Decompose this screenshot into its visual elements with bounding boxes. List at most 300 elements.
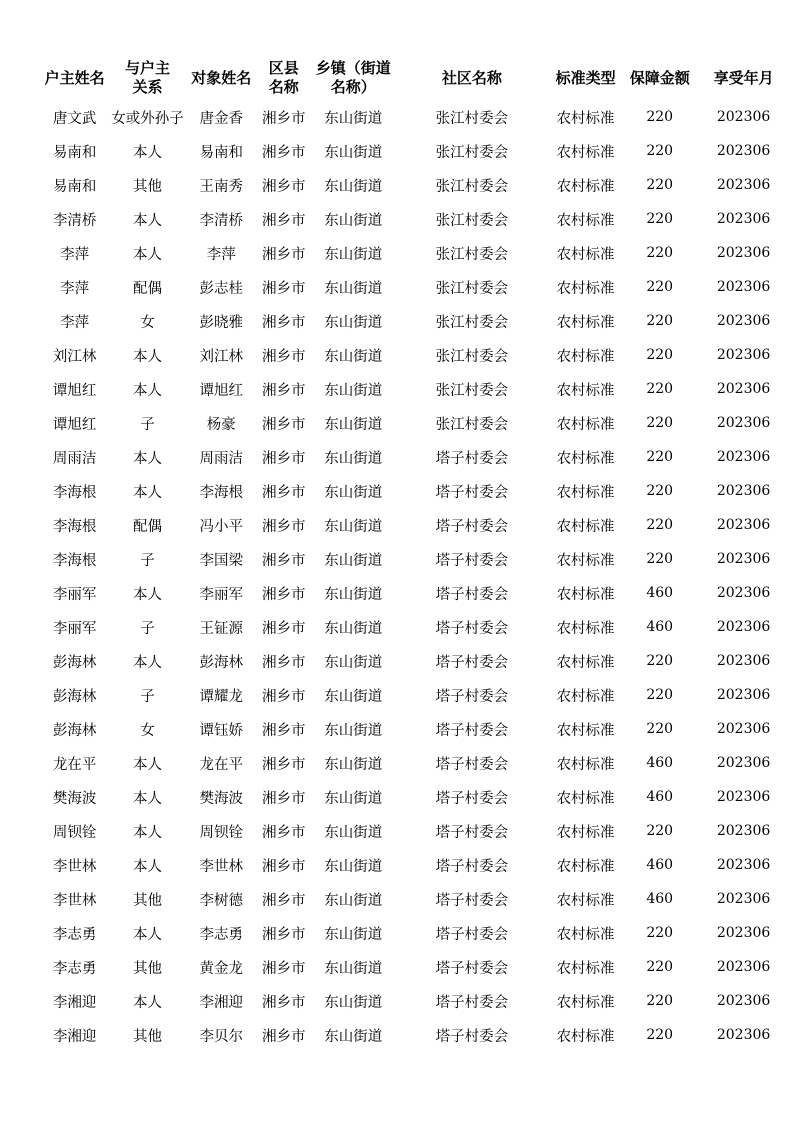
relation-cell: 子: [140, 416, 155, 433]
community-cell: 塔子村委会: [435, 688, 509, 705]
period-cell: 202306: [716, 959, 771, 975]
household-head-cell: 李海根: [52, 518, 97, 535]
household-head-cell: 谭旭红: [52, 382, 97, 399]
standard-type-cell: 农村标准: [556, 994, 615, 1011]
beneficiary-name-header: [184, 56, 259, 100]
township-cell: 东山街道: [324, 144, 383, 161]
standard-type-cell: 农村标准: [556, 212, 615, 229]
community-cell: 塔子村委会: [435, 790, 509, 807]
table-row: [38, 508, 793, 542]
township-cell: 东山街道: [324, 518, 383, 535]
standard-type-cell: 农村标准: [556, 348, 615, 365]
township-cell: 东山街道: [324, 178, 383, 195]
community-cell: 塔子村委会: [435, 858, 509, 875]
household-head-cell: 易南和: [52, 178, 97, 195]
table-row: [38, 134, 793, 168]
table-body: [38, 100, 793, 1052]
table-row: [38, 202, 793, 236]
county-cell: 湘乡市: [262, 654, 306, 671]
community-cell: 塔子村委会: [435, 518, 509, 535]
household-head-cell: 彭海林: [52, 688, 97, 705]
household-head-cell: 李丽军: [52, 620, 97, 637]
table-row: [38, 576, 793, 610]
township-cell: 东山街道: [324, 110, 383, 127]
township-cell: 东山街道: [324, 960, 383, 977]
header-line: 与户主: [124, 59, 170, 77]
relation-cell: 本人: [132, 586, 162, 603]
table-row: [38, 338, 793, 372]
standard-type-cell: 农村标准: [556, 926, 615, 943]
amount-cell: 220: [646, 687, 674, 703]
standard-type-cell: 农村标准: [556, 552, 615, 569]
standard-type-cell: 农村标准: [556, 960, 615, 977]
household-head-cell: 李丽军: [52, 586, 97, 603]
table-row: [38, 882, 793, 916]
relation-cell: 本人: [132, 144, 162, 161]
standard-type-cell: 农村标准: [556, 824, 615, 841]
county-cell: 湘乡市: [262, 1028, 306, 1045]
community-cell: 张江村委会: [435, 212, 509, 229]
township-cell: 东山街道: [324, 892, 383, 909]
amount-cell: 460: [646, 857, 674, 873]
period-cell: 202306: [716, 823, 771, 839]
amount-header: [625, 56, 694, 100]
amount-cell: 220: [646, 109, 674, 125]
beneficiary-name-cell: 王南秀: [199, 178, 244, 195]
county-cell: 湘乡市: [262, 892, 306, 909]
table-row: [38, 406, 793, 440]
standard-type-cell: 农村标准: [556, 314, 615, 331]
relation-cell: 本人: [132, 348, 162, 365]
period-cell: 202306: [716, 483, 771, 499]
relation-cell: 本人: [132, 382, 162, 399]
relation-cell: 本人: [132, 994, 162, 1011]
beneficiary-name-cell: 周钡铨: [199, 824, 244, 841]
period-cell: 202306: [716, 1027, 771, 1043]
period-cell: 202306: [716, 245, 771, 261]
amount-cell: 220: [646, 925, 674, 941]
table-row: [38, 168, 793, 202]
relation-cell: 其他: [132, 960, 162, 977]
community-cell: 塔子村委会: [435, 756, 509, 773]
beneficiary-name-cell: 李树德: [199, 892, 244, 909]
county-cell: 湘乡市: [262, 926, 306, 943]
period-cell: 202306: [716, 891, 771, 907]
period-cell: 202306: [716, 313, 771, 329]
relation-cell: 子: [140, 552, 155, 569]
community-cell: 张江村委会: [435, 314, 509, 331]
township-cell: 东山街道: [324, 552, 383, 569]
community-cell: 塔子村委会: [435, 824, 509, 841]
community-cell: 塔子村委会: [435, 620, 509, 637]
relation-cell: 本人: [132, 926, 162, 943]
beneficiary-name-cell: 彭晓雅: [199, 314, 244, 331]
relation-cell: 女: [140, 314, 155, 331]
relation-cell: 本人: [132, 858, 162, 875]
household-head-cell: 李湘迎: [52, 994, 97, 1011]
relation-cell: 其他: [132, 1028, 162, 1045]
township-cell: 东山街道: [324, 280, 383, 297]
county-cell: 湘乡市: [262, 722, 306, 739]
standard-type-cell: 农村标准: [556, 688, 615, 705]
amount-cell: 220: [646, 143, 674, 159]
county-cell: 湘乡市: [262, 450, 306, 467]
community-header: [398, 56, 546, 100]
beneficiary-name-cell: 周雨洁: [199, 450, 244, 467]
township-cell: 东山街道: [324, 722, 383, 739]
table-row: [38, 440, 793, 474]
beneficiary-name-cell: 李贝尔: [199, 1028, 244, 1045]
standard-type-cell: 农村标准: [556, 280, 615, 297]
household-head-cell: 樊海波: [52, 790, 97, 807]
amount-cell: 460: [646, 755, 674, 771]
county-cell: 湘乡市: [262, 586, 306, 603]
household-head-cell: 周钡铨: [52, 824, 97, 841]
beneficiary-name-cell: 李志勇: [199, 926, 244, 943]
period-cell: 202306: [716, 687, 771, 703]
period-cell: 202306: [716, 143, 771, 159]
relation-cell: 本人: [132, 450, 162, 467]
standard-type-cell: 农村标准: [556, 110, 615, 127]
community-cell: 张江村委会: [435, 416, 509, 433]
household-head-cell: 李海根: [52, 552, 97, 569]
relation-cell: 其他: [132, 892, 162, 909]
standard-type-cell: 农村标准: [556, 586, 615, 603]
household-head-cell: 谭旭红: [52, 416, 97, 433]
beneficiary-name-cell: 彭海林: [199, 654, 244, 671]
table-row: [38, 236, 793, 270]
township-cell: 东山街道: [324, 450, 383, 467]
amount-cell: 220: [646, 245, 674, 261]
community-cell: 张江村委会: [435, 246, 509, 263]
community-cell: 张江村委会: [435, 178, 509, 195]
amount-cell: 220: [646, 1027, 674, 1043]
amount-cell: 220: [646, 415, 674, 431]
header-line: 保障金额: [629, 68, 690, 87]
township-cell: 东山街道: [324, 212, 383, 229]
household-head-cell: 刘江林: [52, 348, 97, 365]
county-cell: 湘乡市: [262, 110, 306, 127]
township-cell: 东山街道: [324, 620, 383, 637]
amount-cell: 460: [646, 789, 674, 805]
period-cell: 202306: [716, 551, 771, 567]
township-cell: 东山街道: [324, 484, 383, 501]
beneficiary-name-cell: 易南和: [199, 144, 244, 161]
standard-type-cell: 农村标准: [556, 620, 615, 637]
beneficiary-name-cell: 李世林: [199, 858, 244, 875]
county-cell: 湘乡市: [262, 280, 306, 297]
relation-cell: 本人: [132, 654, 162, 671]
community-cell: 张江村委会: [435, 382, 509, 399]
beneficiary-name-cell: 李丽军: [199, 586, 244, 603]
period-cell: 202306: [716, 211, 771, 227]
household-head-cell: 李世林: [52, 892, 97, 909]
township-cell: 东山街道: [324, 824, 383, 841]
county-cell: 湘乡市: [262, 416, 306, 433]
standard-type-cell: 农村标准: [556, 246, 615, 263]
county-cell: 湘乡市: [262, 314, 306, 331]
standard-type-cell: 农村标准: [556, 450, 615, 467]
amount-cell: 220: [646, 993, 674, 1009]
household-head-cell: 彭海林: [52, 654, 97, 671]
table-row: [38, 984, 793, 1018]
household-head-cell: 李萍: [60, 280, 90, 297]
community-cell: 塔子村委会: [435, 960, 509, 977]
beneficiary-name-cell: 龙在平: [199, 756, 244, 773]
county-cell: 湘乡市: [262, 552, 306, 569]
header-line: 区县: [268, 59, 299, 77]
beneficiary-name-cell: 李国梁: [199, 552, 244, 569]
relation-cell: 女或外孙子: [111, 110, 184, 127]
household-head-cell: 李湘迎: [52, 1028, 97, 1045]
amount-cell: 220: [646, 823, 674, 839]
county-cell: 湘乡市: [262, 348, 306, 365]
relation-cell: 女: [140, 722, 155, 739]
relation-cell: 本人: [132, 246, 162, 263]
standard-type-header: [546, 56, 625, 100]
standard-type-cell: 农村标准: [556, 892, 615, 909]
household-head-cell: 易南和: [52, 144, 97, 161]
table-row: [38, 746, 793, 780]
household-head-cell: 李清桥: [52, 212, 97, 229]
table-row: [38, 304, 793, 338]
period-cell: 202306: [716, 415, 771, 431]
county-cell: 湘乡市: [262, 484, 306, 501]
period-cell: 202306: [716, 925, 771, 941]
beneficiary-name-cell: 杨豪: [206, 416, 236, 433]
county-cell: 湘乡市: [262, 790, 306, 807]
relation-cell: 本人: [132, 824, 162, 841]
table-row: [38, 270, 793, 304]
township-cell: 东山街道: [324, 382, 383, 399]
amount-cell: 220: [646, 381, 674, 397]
period-cell: 202306: [716, 347, 771, 363]
county-cell: 湘乡市: [262, 994, 306, 1011]
period-cell: 202306: [716, 619, 771, 635]
county-cell: 湘乡市: [262, 688, 306, 705]
relation-cell: 本人: [132, 212, 162, 229]
household-head-cell: 李萍: [60, 246, 90, 263]
county-cell: 湘乡市: [262, 960, 306, 977]
township-cell: 东山街道: [324, 790, 383, 807]
relation-cell: 子: [140, 620, 155, 637]
period-header: [694, 56, 793, 100]
table-row: [38, 678, 793, 712]
township-cell: 东山街道: [324, 654, 383, 671]
table-row: [38, 474, 793, 508]
beneficiary-name-cell: 谭钰娇: [199, 722, 244, 739]
township-header: [309, 56, 398, 100]
beneficiary-name-cell: 李湘迎: [199, 994, 244, 1011]
table-row: [38, 814, 793, 848]
household-head-header: [38, 56, 111, 100]
amount-cell: 220: [646, 279, 674, 295]
standard-type-cell: 农村标准: [556, 1028, 615, 1045]
standard-type-cell: 农村标准: [556, 858, 615, 875]
assistance-table: [38, 56, 793, 1052]
relation-cell: 本人: [132, 790, 162, 807]
relation-cell: 本人: [132, 756, 162, 773]
table-header: [38, 56, 793, 100]
header-line: 社区名称: [441, 68, 502, 87]
amount-cell: 220: [646, 551, 674, 567]
community-cell: 塔子村委会: [435, 926, 509, 943]
amount-cell: 220: [646, 211, 674, 227]
township-cell: 东山街道: [324, 246, 383, 263]
county-cell: 湘乡市: [262, 144, 306, 161]
period-cell: 202306: [716, 755, 771, 771]
table-row: [38, 372, 793, 406]
header-line: 名称: [268, 78, 299, 96]
amount-cell: 460: [646, 619, 674, 635]
county-header: [259, 56, 309, 100]
period-cell: 202306: [716, 789, 771, 805]
table-row: [38, 916, 793, 950]
community-cell: 张江村委会: [435, 110, 509, 127]
relation-cell: 配偶: [132, 518, 162, 535]
period-cell: 202306: [716, 585, 771, 601]
table-row: [38, 542, 793, 576]
period-cell: 202306: [716, 653, 771, 669]
header-line: 关系: [132, 78, 163, 96]
beneficiary-name-cell: 谭旭红: [199, 382, 244, 399]
household-head-cell: 彭海林: [52, 722, 97, 739]
standard-type-cell: 农村标准: [556, 790, 615, 807]
table-row: [38, 848, 793, 882]
county-cell: 湘乡市: [262, 518, 306, 535]
beneficiary-name-cell: 李海根: [199, 484, 244, 501]
beneficiary-name-cell: 彭志桂: [199, 280, 244, 297]
township-cell: 东山街道: [324, 858, 383, 875]
township-cell: 东山街道: [324, 314, 383, 331]
beneficiary-name-cell: 谭耀龙: [199, 688, 244, 705]
beneficiary-name-cell: 唐金香: [199, 110, 244, 127]
amount-cell: 460: [646, 891, 674, 907]
amount-cell: 220: [646, 721, 674, 737]
amount-cell: 460: [646, 585, 674, 601]
header-line: 户主姓名: [44, 68, 105, 87]
county-cell: 湘乡市: [262, 212, 306, 229]
county-cell: 湘乡市: [262, 246, 306, 263]
beneficiary-name-cell: 李清桥: [199, 212, 244, 229]
beneficiary-name-cell: 樊海波: [199, 790, 244, 807]
township-cell: 东山街道: [324, 586, 383, 603]
header-line: 标准类型: [555, 68, 616, 87]
standard-type-cell: 农村标准: [556, 178, 615, 195]
county-cell: 湘乡市: [262, 824, 306, 841]
period-cell: 202306: [716, 721, 771, 737]
relation-header: [111, 56, 184, 100]
header-line: 乡镇（街道: [315, 59, 391, 77]
table-row: [38, 644, 793, 678]
amount-cell: 220: [646, 449, 674, 465]
relation-cell: 其他: [132, 178, 162, 195]
period-cell: 202306: [716, 517, 771, 533]
standard-type-cell: 农村标准: [556, 654, 615, 671]
household-head-cell: 李萍: [60, 314, 90, 331]
household-head-cell: 李世林: [52, 858, 97, 875]
community-cell: 塔子村委会: [435, 722, 509, 739]
household-head-cell: 唐文武: [52, 110, 97, 127]
relation-cell: 子: [140, 688, 155, 705]
township-cell: 东山街道: [324, 688, 383, 705]
period-cell: 202306: [716, 177, 771, 193]
amount-cell: 220: [646, 177, 674, 193]
amount-cell: 220: [646, 517, 674, 533]
table-row: [38, 100, 793, 134]
table-row: [38, 1018, 793, 1052]
standard-type-cell: 农村标准: [556, 416, 615, 433]
county-cell: 湘乡市: [262, 756, 306, 773]
amount-cell: 220: [646, 347, 674, 363]
township-cell: 东山街道: [324, 416, 383, 433]
standard-type-cell: 农村标准: [556, 722, 615, 739]
beneficiary-name-cell: 冯小平: [199, 518, 244, 535]
standard-type-cell: 农村标准: [556, 484, 615, 501]
header-line: 对象姓名: [191, 68, 252, 87]
beneficiary-name-cell: 黄金龙: [199, 960, 244, 977]
household-head-cell: 李志勇: [52, 926, 97, 943]
table-row: [38, 780, 793, 814]
household-head-cell: 李海根: [52, 484, 97, 501]
header-row: [38, 56, 793, 100]
period-cell: 202306: [716, 109, 771, 125]
header-line: 享受年月: [713, 68, 774, 87]
period-cell: 202306: [716, 857, 771, 873]
county-cell: 湘乡市: [262, 620, 306, 637]
township-cell: 东山街道: [324, 926, 383, 943]
community-cell: 塔子村委会: [435, 1028, 509, 1045]
county-cell: 湘乡市: [262, 858, 306, 875]
period-cell: 202306: [716, 449, 771, 465]
township-cell: 东山街道: [324, 1028, 383, 1045]
beneficiary-name-cell: 李萍: [206, 246, 236, 263]
standard-type-cell: 农村标准: [556, 518, 615, 535]
table-row: [38, 610, 793, 644]
amount-cell: 220: [646, 959, 674, 975]
township-cell: 东山街道: [324, 348, 383, 365]
beneficiary-name-cell: 刘江林: [199, 348, 244, 365]
period-cell: 202306: [716, 993, 771, 1009]
community-cell: 塔子村委会: [435, 892, 509, 909]
county-cell: 湘乡市: [262, 178, 306, 195]
household-head-cell: 周雨洁: [52, 450, 97, 467]
table-row: [38, 950, 793, 984]
township-cell: 东山街道: [324, 756, 383, 773]
community-cell: 张江村委会: [435, 280, 509, 297]
table-row: [38, 712, 793, 746]
period-cell: 202306: [716, 279, 771, 295]
standard-type-cell: 农村标准: [556, 144, 615, 161]
relation-cell: 本人: [132, 484, 162, 501]
amount-cell: 220: [646, 653, 674, 669]
community-cell: 塔子村委会: [435, 994, 509, 1011]
amount-cell: 220: [646, 483, 674, 499]
community-cell: 塔子村委会: [435, 654, 509, 671]
household-head-cell: 李志勇: [52, 960, 97, 977]
community-cell: 塔子村委会: [435, 552, 509, 569]
standard-type-cell: 农村标准: [556, 756, 615, 773]
community-cell: 塔子村委会: [435, 484, 509, 501]
county-cell: 湘乡市: [262, 382, 306, 399]
community-cell: 张江村委会: [435, 144, 509, 161]
beneficiary-name-cell: 王钲源: [199, 620, 244, 637]
amount-cell: 220: [646, 313, 674, 329]
community-cell: 张江村委会: [435, 348, 509, 365]
township-cell: 东山街道: [324, 994, 383, 1011]
header-line: 名称）: [330, 78, 376, 96]
community-cell: 塔子村委会: [435, 586, 509, 603]
